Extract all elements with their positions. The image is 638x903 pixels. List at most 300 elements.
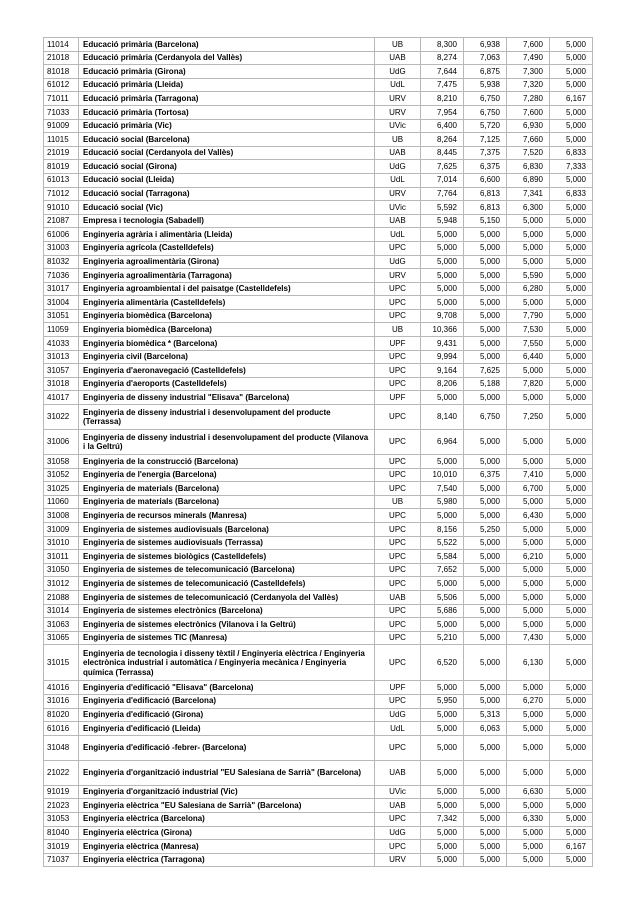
grade-2-cell: 5,000 — [464, 255, 507, 269]
course-code-cell: 21019 — [44, 146, 79, 160]
course-code-cell: 61006 — [44, 228, 79, 242]
grade-3-cell: 5,000 — [507, 799, 550, 813]
table-body — [44, 38, 593, 867]
grade-4-cell: 5,000 — [550, 550, 593, 564]
grade-3-cell: 5,000 — [507, 618, 550, 632]
course-code-cell: 31017 — [44, 282, 79, 296]
course-name-cell: Enginyeria de recursos minerals (Manresa) — [79, 509, 375, 523]
table-row — [44, 735, 593, 760]
table-row — [44, 350, 593, 364]
course-code-cell: 21087 — [44, 214, 79, 228]
grade-1-cell: 5,000 — [421, 391, 464, 405]
course-code-cell: 31053 — [44, 812, 79, 826]
grade-2-cell: 5,000 — [464, 269, 507, 283]
grade-1-cell: 5,000 — [421, 760, 464, 785]
course-name-cell: Enginyeria biomèdica (Barcelona) — [79, 323, 375, 337]
course-name-cell: Enginyeria de disseny industrial i desenvolupament del producte (Vilanova i la Geltrú) — [79, 430, 375, 455]
table-row — [44, 38, 593, 52]
grade-3-cell: 6,130 — [507, 645, 550, 681]
grade-1-cell: 6,400 — [421, 119, 464, 133]
grade-3-cell: 5,000 — [507, 590, 550, 604]
grade-3-cell: 6,300 — [507, 201, 550, 215]
grade-3-cell: 5,000 — [507, 391, 550, 405]
university-cell: UPC — [375, 550, 421, 564]
table-row — [44, 722, 593, 736]
grade-2-cell: 5,000 — [464, 799, 507, 813]
course-code-cell: 31063 — [44, 618, 79, 632]
course-code-cell: 31018 — [44, 377, 79, 391]
grade-1-cell: 5,000 — [421, 853, 464, 867]
grade-1-cell: 5,584 — [421, 550, 464, 564]
grade-2-cell: 5,000 — [464, 323, 507, 337]
university-cell: UPC — [375, 364, 421, 378]
grade-1-cell: 5,506 — [421, 590, 464, 604]
table-row — [44, 255, 593, 269]
grade-1-cell: 6,964 — [421, 430, 464, 455]
grade-3-cell: 7,600 — [507, 38, 550, 52]
course-name-cell: Enginyeria de disseny industrial "Elisava" (Barcelona) — [79, 391, 375, 405]
grade-3-cell: 6,330 — [507, 812, 550, 826]
grade-4-cell: 5,000 — [550, 38, 593, 52]
grade-1-cell: 6,520 — [421, 645, 464, 681]
course-code-cell: 11015 — [44, 133, 79, 147]
grade-1-cell: 7,764 — [421, 187, 464, 201]
grade-1-cell: 7,625 — [421, 160, 464, 174]
grade-2-cell: 5,000 — [464, 509, 507, 523]
grade-3-cell: 7,280 — [507, 92, 550, 106]
grade-2-cell: 7,063 — [464, 51, 507, 65]
table-row — [44, 214, 593, 228]
grade-2-cell: 5,000 — [464, 482, 507, 496]
course-name-cell: Enginyeria de tecnologia i disseny tèxtil / Enginyeria elèctrica / Enginyeria electrònica industrial i automàtica / Enginyeria mecànica / Enginyeria química (Terrassa) — [79, 645, 375, 681]
grade-2-cell: 5,150 — [464, 214, 507, 228]
grade-2-cell: 6,750 — [464, 92, 507, 106]
university-cell: UPC — [375, 455, 421, 469]
university-cell: UVic — [375, 785, 421, 799]
university-cell: UVic — [375, 201, 421, 215]
grade-4-cell: 5,000 — [550, 455, 593, 469]
university-cell: UPC — [375, 430, 421, 455]
grade-1-cell: 8,156 — [421, 523, 464, 537]
grade-1-cell: 5,000 — [421, 577, 464, 591]
grade-3-cell: 5,000 — [507, 735, 550, 760]
grade-3-cell: 5,000 — [507, 577, 550, 591]
course-name-cell: Enginyeria d'organització industrial (Vic) — [79, 785, 375, 799]
grade-4-cell: 5,000 — [550, 309, 593, 323]
grade-4-cell: 5,000 — [550, 631, 593, 645]
university-cell: UdL — [375, 173, 421, 187]
course-code-cell: 31010 — [44, 536, 79, 550]
grade-3-cell: 7,410 — [507, 468, 550, 482]
course-code-cell: 71033 — [44, 105, 79, 119]
table-row — [44, 853, 593, 867]
grade-1-cell: 7,014 — [421, 173, 464, 187]
table-row — [44, 241, 593, 255]
course-name-cell: Enginyeria de sistemes de telecomunicació (Barcelona) — [79, 563, 375, 577]
table-row — [44, 296, 593, 310]
course-code-cell: 31065 — [44, 631, 79, 645]
grade-2-cell: 5,000 — [464, 563, 507, 577]
grade-1-cell: 8,206 — [421, 377, 464, 391]
course-name-cell: Enginyeria d'edificació -febrer- (Barcelona) — [79, 735, 375, 760]
course-code-cell: 21088 — [44, 590, 79, 604]
grade-1-cell: 5,000 — [421, 681, 464, 695]
university-cell: UB — [375, 495, 421, 509]
grade-4-cell: 5,000 — [550, 119, 593, 133]
course-name-cell: Educació primària (Vic) — [79, 119, 375, 133]
grade-4-cell: 5,000 — [550, 255, 593, 269]
university-cell: UPC — [375, 482, 421, 496]
table-row — [44, 309, 593, 323]
grade-3-cell: 6,270 — [507, 694, 550, 708]
grade-1-cell: 7,652 — [421, 563, 464, 577]
grade-1-cell: 5,000 — [421, 799, 464, 813]
table-row — [44, 604, 593, 618]
grade-1-cell: 5,000 — [421, 785, 464, 799]
table-row — [44, 645, 593, 681]
grade-3-cell: 5,000 — [507, 241, 550, 255]
university-cell: UPC — [375, 377, 421, 391]
grade-2-cell: 5,000 — [464, 645, 507, 681]
grade-3-cell: 5,000 — [507, 681, 550, 695]
grade-3-cell: 6,630 — [507, 785, 550, 799]
university-cell: UPC — [375, 645, 421, 681]
grade-1-cell: 8,210 — [421, 92, 464, 106]
table-row — [44, 618, 593, 632]
grade-1-cell: 7,342 — [421, 812, 464, 826]
grade-4-cell: 6,833 — [550, 146, 593, 160]
grade-3-cell: 5,000 — [507, 826, 550, 840]
grade-2-cell: 5,000 — [464, 455, 507, 469]
course-code-cell: 31012 — [44, 577, 79, 591]
university-cell: UB — [375, 323, 421, 337]
course-name-cell: Enginyeria d'aeronavegació (Castelldefels) — [79, 364, 375, 378]
table-row — [44, 455, 593, 469]
grade-4-cell: 5,000 — [550, 350, 593, 364]
grade-3-cell: 7,530 — [507, 323, 550, 337]
grade-3-cell: 6,430 — [507, 509, 550, 523]
course-name-cell: Enginyeria de sistemes electrònics (Barcelona) — [79, 604, 375, 618]
course-code-cell: 81018 — [44, 65, 79, 79]
grade-3-cell: 5,000 — [507, 214, 550, 228]
table-row — [44, 65, 593, 79]
course-code-cell: 31008 — [44, 509, 79, 523]
grade-2-cell: 5,000 — [464, 350, 507, 364]
course-code-cell: 11060 — [44, 495, 79, 509]
course-code-cell: 81020 — [44, 708, 79, 722]
grade-2-cell: 7,625 — [464, 364, 507, 378]
course-name-cell: Enginyeria d'edificació "Elisava" (Barcelona) — [79, 681, 375, 695]
grade-4-cell: 5,000 — [550, 282, 593, 296]
course-code-cell: 21018 — [44, 51, 79, 65]
grade-4-cell: 5,000 — [550, 269, 593, 283]
grade-4-cell: 5,000 — [550, 645, 593, 681]
university-cell: UPC — [375, 241, 421, 255]
table-row — [44, 282, 593, 296]
grade-4-cell: 5,000 — [550, 201, 593, 215]
table-row — [44, 509, 593, 523]
grade-4-cell: 6,167 — [550, 92, 593, 106]
grade-3-cell: 5,000 — [507, 430, 550, 455]
grade-3-cell: 7,250 — [507, 405, 550, 430]
grade-2-cell: 5,000 — [464, 853, 507, 867]
grade-4-cell: 5,000 — [550, 604, 593, 618]
course-name-cell: Educació social (Lleida) — [79, 173, 375, 187]
grade-2-cell: 5,188 — [464, 377, 507, 391]
grade-3-cell: 5,590 — [507, 269, 550, 283]
course-name-cell: Educació primària (Girona) — [79, 65, 375, 79]
course-code-cell: 41016 — [44, 681, 79, 695]
grade-2-cell: 5,000 — [464, 681, 507, 695]
grade-3-cell: 7,600 — [507, 105, 550, 119]
table-row — [44, 799, 593, 813]
grade-1-cell: 5,000 — [421, 269, 464, 283]
grade-3-cell: 5,000 — [507, 760, 550, 785]
grade-4-cell: 5,000 — [550, 618, 593, 632]
university-cell: UPC — [375, 577, 421, 591]
table-row — [44, 78, 593, 92]
course-code-cell: 31050 — [44, 563, 79, 577]
course-name-cell: Educació social (Tarragona) — [79, 187, 375, 201]
grade-4-cell: 5,000 — [550, 214, 593, 228]
course-name-cell: Enginyeria d'aeroports (Castelldefels) — [79, 377, 375, 391]
grade-2-cell: 5,720 — [464, 119, 507, 133]
table-row — [44, 482, 593, 496]
course-code-cell: 11014 — [44, 38, 79, 52]
course-code-cell: 41017 — [44, 391, 79, 405]
university-cell: UdL — [375, 722, 421, 736]
grade-2-cell: 6,813 — [464, 201, 507, 215]
university-cell: UAB — [375, 51, 421, 65]
grade-2-cell: 5,000 — [464, 760, 507, 785]
table-row — [44, 133, 593, 147]
grade-3-cell: 5,000 — [507, 563, 550, 577]
course-name-cell: Enginyeria agroalimentària (Girona) — [79, 255, 375, 269]
grade-2-cell: 5,000 — [464, 536, 507, 550]
grade-2-cell: 5,250 — [464, 523, 507, 537]
grade-1-cell: 10,010 — [421, 468, 464, 482]
grade-2-cell: 5,938 — [464, 78, 507, 92]
grade-2-cell: 5,000 — [464, 604, 507, 618]
grade-3-cell: 7,490 — [507, 51, 550, 65]
course-name-cell: Enginyeria de l'energia (Barcelona) — [79, 468, 375, 482]
grade-3-cell: 6,930 — [507, 119, 550, 133]
course-name-cell: Enginyeria de disseny industrial i desenvolupament del producte (Terrassa) — [79, 405, 375, 430]
table-row — [44, 228, 593, 242]
grade-1-cell: 7,540 — [421, 482, 464, 496]
grade-3-cell: 7,820 — [507, 377, 550, 391]
grade-2-cell: 5,000 — [464, 590, 507, 604]
grade-4-cell: 5,000 — [550, 799, 593, 813]
course-name-cell: Enginyeria civil (Barcelona) — [79, 350, 375, 364]
grade-1-cell: 5,592 — [421, 201, 464, 215]
university-cell: URV — [375, 269, 421, 283]
course-code-cell: 31051 — [44, 309, 79, 323]
grade-2-cell: 5,000 — [464, 550, 507, 564]
course-code-cell: 31011 — [44, 550, 79, 564]
grade-3-cell: 5,000 — [507, 604, 550, 618]
course-name-cell: Enginyeria de la construcció (Barcelona) — [79, 455, 375, 469]
course-code-cell: 31004 — [44, 296, 79, 310]
course-code-cell: 31009 — [44, 523, 79, 537]
grade-4-cell: 5,000 — [550, 509, 593, 523]
course-code-cell: 31048 — [44, 735, 79, 760]
table-row — [44, 577, 593, 591]
grade-1-cell: 5,000 — [421, 455, 464, 469]
grade-2-cell: 5,000 — [464, 296, 507, 310]
university-cell: UVic — [375, 119, 421, 133]
course-name-cell: Educació social (Barcelona) — [79, 133, 375, 147]
grade-1-cell: 5,210 — [421, 631, 464, 645]
grade-3-cell: 6,280 — [507, 282, 550, 296]
grade-2-cell: 7,375 — [464, 146, 507, 160]
university-cell: UPC — [375, 631, 421, 645]
university-cell: UPC — [375, 509, 421, 523]
grade-3-cell: 5,000 — [507, 296, 550, 310]
course-code-cell: 61013 — [44, 173, 79, 187]
university-cell: UPC — [375, 523, 421, 537]
course-name-cell: Enginyeria de materials (Barcelona) — [79, 495, 375, 509]
grade-2-cell: 5,000 — [464, 812, 507, 826]
course-code-cell: 71036 — [44, 269, 79, 283]
grade-3-cell: 7,430 — [507, 631, 550, 645]
table-row — [44, 377, 593, 391]
grade-3-cell: 6,830 — [507, 160, 550, 174]
grade-4-cell: 5,000 — [550, 785, 593, 799]
table-row — [44, 391, 593, 405]
table-row — [44, 840, 593, 854]
grade-1-cell: 7,954 — [421, 105, 464, 119]
grade-3-cell: 7,790 — [507, 309, 550, 323]
grade-4-cell: 5,000 — [550, 133, 593, 147]
grade-3-cell: 5,000 — [507, 853, 550, 867]
table-row — [44, 119, 593, 133]
table-row — [44, 269, 593, 283]
university-cell: UdG — [375, 826, 421, 840]
grade-2-cell: 5,000 — [464, 241, 507, 255]
course-name-cell: Educació social (Vic) — [79, 201, 375, 215]
university-cell: UPF — [375, 337, 421, 351]
course-code-cell: 21022 — [44, 760, 79, 785]
grade-4-cell: 6,833 — [550, 187, 593, 201]
grade-1-cell: 5,000 — [421, 840, 464, 854]
grade-1-cell: 5,000 — [421, 282, 464, 296]
grade-4-cell: 5,000 — [550, 228, 593, 242]
grade-4-cell: 5,000 — [550, 78, 593, 92]
grade-3-cell: 6,700 — [507, 482, 550, 496]
grade-2-cell: 6,063 — [464, 722, 507, 736]
university-cell: UPC — [375, 536, 421, 550]
university-cell: UPF — [375, 391, 421, 405]
table-row — [44, 187, 593, 201]
course-code-cell: 31013 — [44, 350, 79, 364]
grade-4-cell: 5,000 — [550, 405, 593, 430]
grade-3-cell: 5,000 — [507, 255, 550, 269]
course-name-cell: Enginyeria agroalimentària (Tarragona) — [79, 269, 375, 283]
grade-3-cell: 5,000 — [507, 495, 550, 509]
university-cell: UPC — [375, 694, 421, 708]
grade-2-cell: 5,000 — [464, 430, 507, 455]
university-cell: UPC — [375, 309, 421, 323]
university-cell: URV — [375, 187, 421, 201]
course-name-cell: Enginyeria d'edificació (Barcelona) — [79, 694, 375, 708]
grade-4-cell: 5,000 — [550, 241, 593, 255]
course-name-cell: Enginyeria de sistemes biològics (Castelldefels) — [79, 550, 375, 564]
grade-1-cell: 5,686 — [421, 604, 464, 618]
grade-1-cell: 5,000 — [421, 708, 464, 722]
course-code-cell: 91009 — [44, 119, 79, 133]
course-code-cell: 31052 — [44, 468, 79, 482]
grade-4-cell: 7,333 — [550, 160, 593, 174]
grade-2-cell: 5,000 — [464, 577, 507, 591]
grade-4-cell: 5,000 — [550, 364, 593, 378]
grade-2-cell: 6,375 — [464, 160, 507, 174]
course-code-cell: 41033 — [44, 337, 79, 351]
table-row — [44, 364, 593, 378]
university-cell: UPC — [375, 563, 421, 577]
grade-1-cell: 5,000 — [421, 722, 464, 736]
grade-1-cell: 5,000 — [421, 241, 464, 255]
grade-4-cell: 5,000 — [550, 391, 593, 405]
course-name-cell: Enginyeria de sistemes audiovisuals (Barcelona) — [79, 523, 375, 537]
course-name-cell: Enginyeria d'edificació (Lleida) — [79, 722, 375, 736]
university-cell: UPC — [375, 350, 421, 364]
grade-1-cell: 8,140 — [421, 405, 464, 430]
grade-1-cell: 9,431 — [421, 337, 464, 351]
table-row — [44, 785, 593, 799]
course-code-cell: 61012 — [44, 78, 79, 92]
university-cell: UB — [375, 133, 421, 147]
course-name-cell: Enginyeria elèctrica (Girona) — [79, 826, 375, 840]
course-name-cell: Educació primària (Tortosa) — [79, 105, 375, 119]
university-cell: URV — [375, 92, 421, 106]
grade-3-cell: 6,440 — [507, 350, 550, 364]
grade-1-cell: 8,264 — [421, 133, 464, 147]
grade-4-cell: 5,000 — [550, 694, 593, 708]
course-name-cell: Enginyeria de sistemes audiovisuals (Terrassa) — [79, 536, 375, 550]
course-code-cell: 71037 — [44, 853, 79, 867]
course-name-cell: Enginyeria de sistemes de telecomunicació (Castelldefels) — [79, 577, 375, 591]
university-cell: UAB — [375, 146, 421, 160]
grade-4-cell: 5,000 — [550, 105, 593, 119]
grade-2-cell: 5,000 — [464, 694, 507, 708]
university-cell: UPC — [375, 840, 421, 854]
grade-2-cell: 5,000 — [464, 618, 507, 632]
table-row — [44, 468, 593, 482]
course-code-cell: 61016 — [44, 722, 79, 736]
course-name-cell: Educació social (Cerdanyola del Vallès) — [79, 146, 375, 160]
table-row — [44, 694, 593, 708]
university-cell: UPC — [375, 468, 421, 482]
grade-4-cell: 5,000 — [550, 495, 593, 509]
course-name-cell: Enginyeria de sistemes TIC (Manresa) — [79, 631, 375, 645]
course-name-cell: Educació primària (Barcelona) — [79, 38, 375, 52]
university-cell: UPC — [375, 812, 421, 826]
course-name-cell: Empresa i tecnologia (Sabadell) — [79, 214, 375, 228]
university-cell: URV — [375, 853, 421, 867]
grade-1-cell: 5,980 — [421, 495, 464, 509]
grade-1-cell: 8,300 — [421, 38, 464, 52]
course-code-cell: 81032 — [44, 255, 79, 269]
table-row — [44, 173, 593, 187]
course-code-cell: 31015 — [44, 645, 79, 681]
grade-2-cell: 6,750 — [464, 405, 507, 430]
grade-4-cell: 5,000 — [550, 377, 593, 391]
university-cell: UPC — [375, 604, 421, 618]
university-cell: UdG — [375, 160, 421, 174]
grade-4-cell: 5,000 — [550, 468, 593, 482]
university-cell: UdG — [375, 65, 421, 79]
